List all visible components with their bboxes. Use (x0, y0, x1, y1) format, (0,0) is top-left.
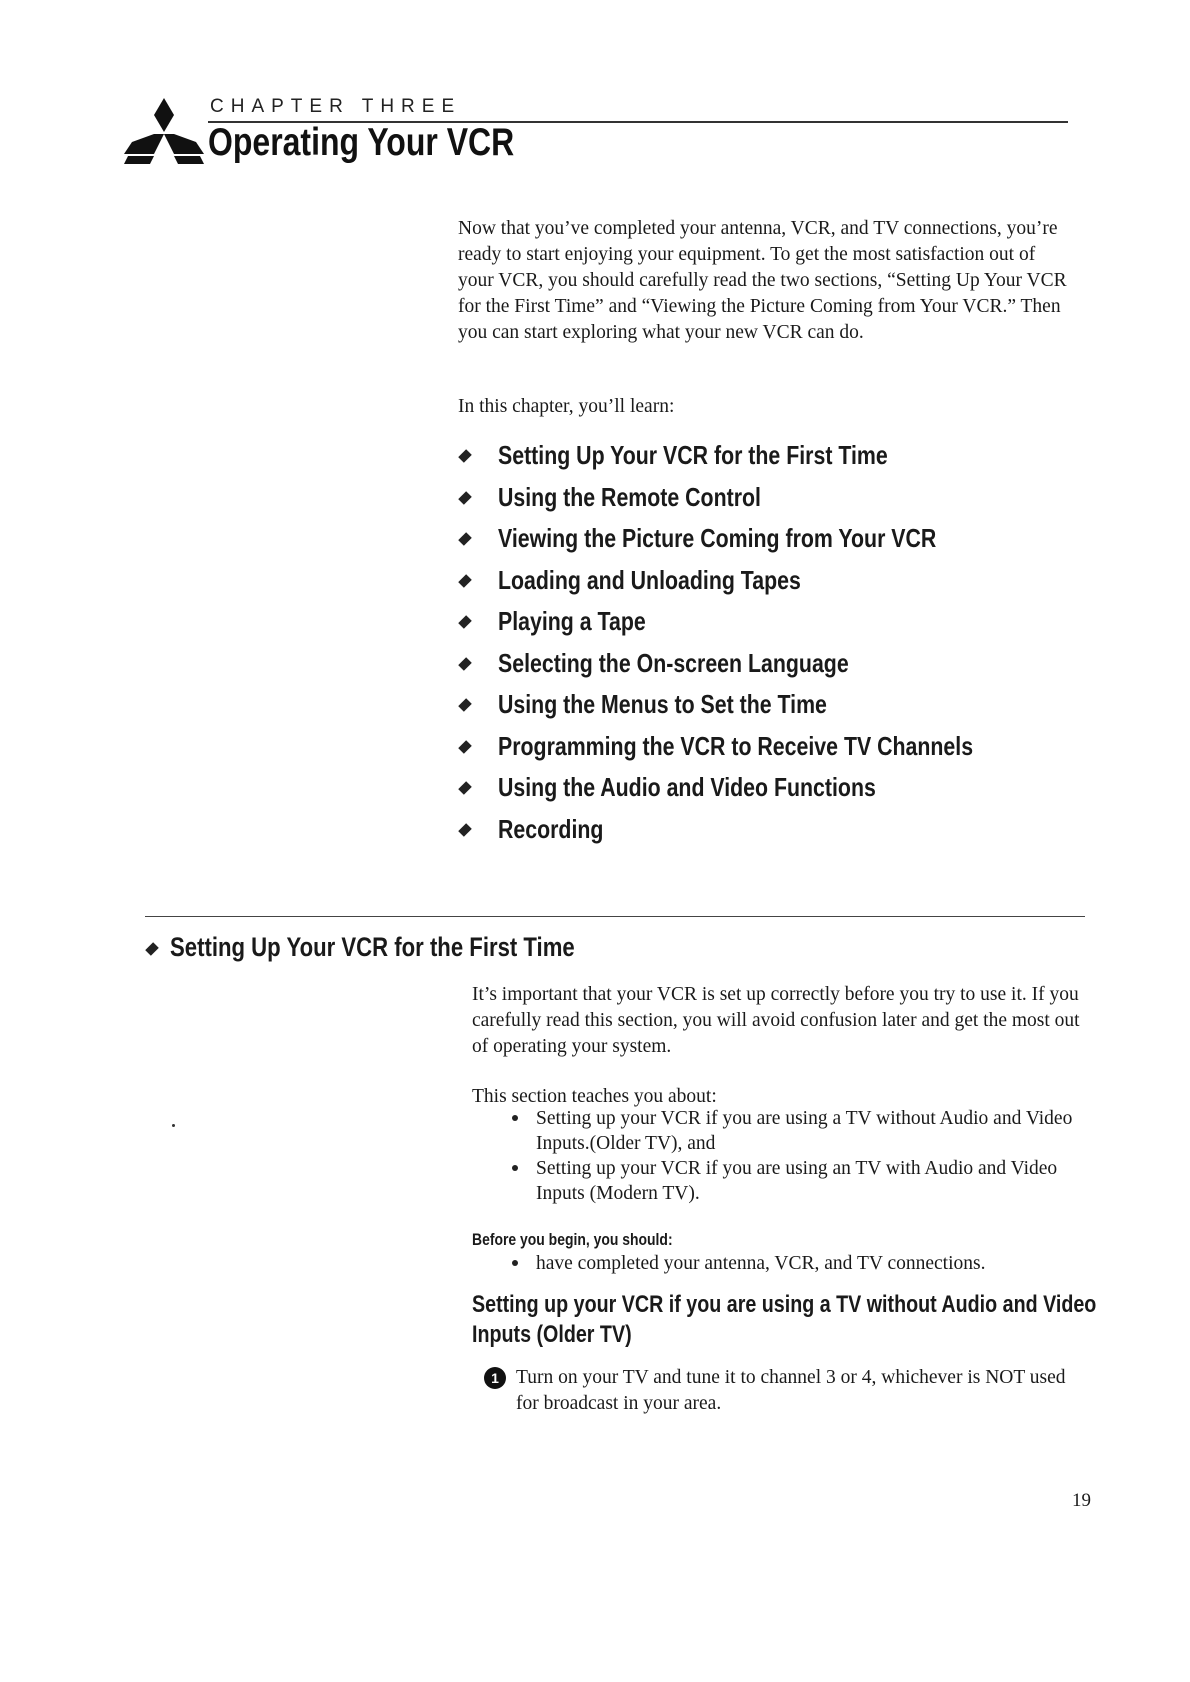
topic-label: Programming the VCR to Receive TV Channels (498, 730, 974, 761)
topic-label: Recording (498, 813, 604, 844)
learn-label: In this chapter, you’ll learn: (458, 396, 675, 417)
teaches-item-text: Setting up your VCR if you are using a TV without Audio and Video Inputs.(Older TV), and (536, 1108, 1073, 1154)
intro-paragraph: Now that you’ve completed your antenna, VCR, and TV connections, you’re ready to start enjoying your equipment. To get the most satisfaction out of your VCR, you should carefully read the two sections, “Setting Up Your VCR for the First Time” and “Viewing the Picture Coming from Your VCR.” Then you can start exploring what your new VCR can do. (458, 218, 1067, 343)
topic-list (458, 440, 1078, 855)
bullet-dot-icon (512, 1260, 518, 1266)
diamond-bullet-icon (458, 532, 472, 546)
topic-item (458, 772, 1078, 814)
topic-item (458, 482, 1078, 524)
topic-item (458, 565, 1078, 607)
diamond-bullet-icon (458, 781, 472, 795)
topic-item (458, 814, 1078, 856)
diamond-bullet-icon (458, 574, 472, 588)
step-number-icon: 1 (484, 1367, 506, 1389)
topic-label: Setting Up Your VCR for the First Time (498, 440, 888, 470)
topic-label: Loading and Unloading Tapes (498, 564, 801, 595)
topic-label: Using the Audio and Video Functions (498, 772, 876, 802)
bullet-dot-icon (512, 1115, 518, 1121)
diamond-bullet-icon (458, 449, 472, 463)
section-divider (145, 916, 1085, 917)
diamond-bullet-icon (458, 657, 472, 671)
topic-label: Playing a Tape (498, 606, 646, 636)
page-title: Operating Your VCR (208, 121, 515, 164)
diamond-bullet-icon (145, 942, 159, 956)
bullet-dot-icon (512, 1165, 518, 1171)
topic-label: Using the Remote Control (498, 481, 761, 512)
stray-mark (172, 1124, 175, 1127)
diamond-bullet-icon (458, 615, 472, 629)
topic-item (458, 606, 1078, 648)
three-diamonds-logo-icon (124, 98, 204, 170)
topic-item (458, 440, 1078, 482)
subsection-heading: Setting up your VCR if you are using a TV without Audio and Video Inputs (Older TV) (472, 1291, 1097, 1348)
before-item-text: have completed your antenna, VCR, and TV connections. (536, 1253, 986, 1274)
teaches-label: This section teaches you about: (472, 1086, 717, 1107)
diamond-bullet-icon (458, 823, 472, 837)
diamond-bullet-icon (458, 491, 472, 505)
topic-item (458, 689, 1078, 731)
topic-item (458, 523, 1078, 565)
step-text: Turn on your TV and tune it to channel 3 or 4, whichever is NOT used for broadcast in your area. (516, 1367, 1066, 1414)
topic-label: Selecting the On-screen Language (498, 647, 849, 678)
topic-label: Using the Menus to Set the Time (498, 689, 827, 719)
chapter-label: CHAPTER THREE (210, 96, 462, 117)
diamond-bullet-icon (458, 698, 472, 712)
topic-label: Viewing the Picture Coming from Your VCR (498, 523, 937, 553)
topic-item (458, 731, 1078, 773)
section-paragraph: It’s important that your VCR is set up correctly before you try to use it. If you carefully read this section, you will avoid confusion later and get the most out of operating your system. (472, 984, 1080, 1057)
topic-item (458, 648, 1078, 690)
teaches-item-text: Setting up your VCR if you are using an TV with Audio and Video Inputs (Modern TV). (536, 1158, 1058, 1204)
section-heading-label: Setting Up Your VCR for the First Time (170, 932, 575, 962)
before-label: Before you begin, you should: (472, 1230, 673, 1249)
page-number: 19 (1072, 1490, 1091, 1511)
diamond-bullet-icon (458, 740, 472, 754)
